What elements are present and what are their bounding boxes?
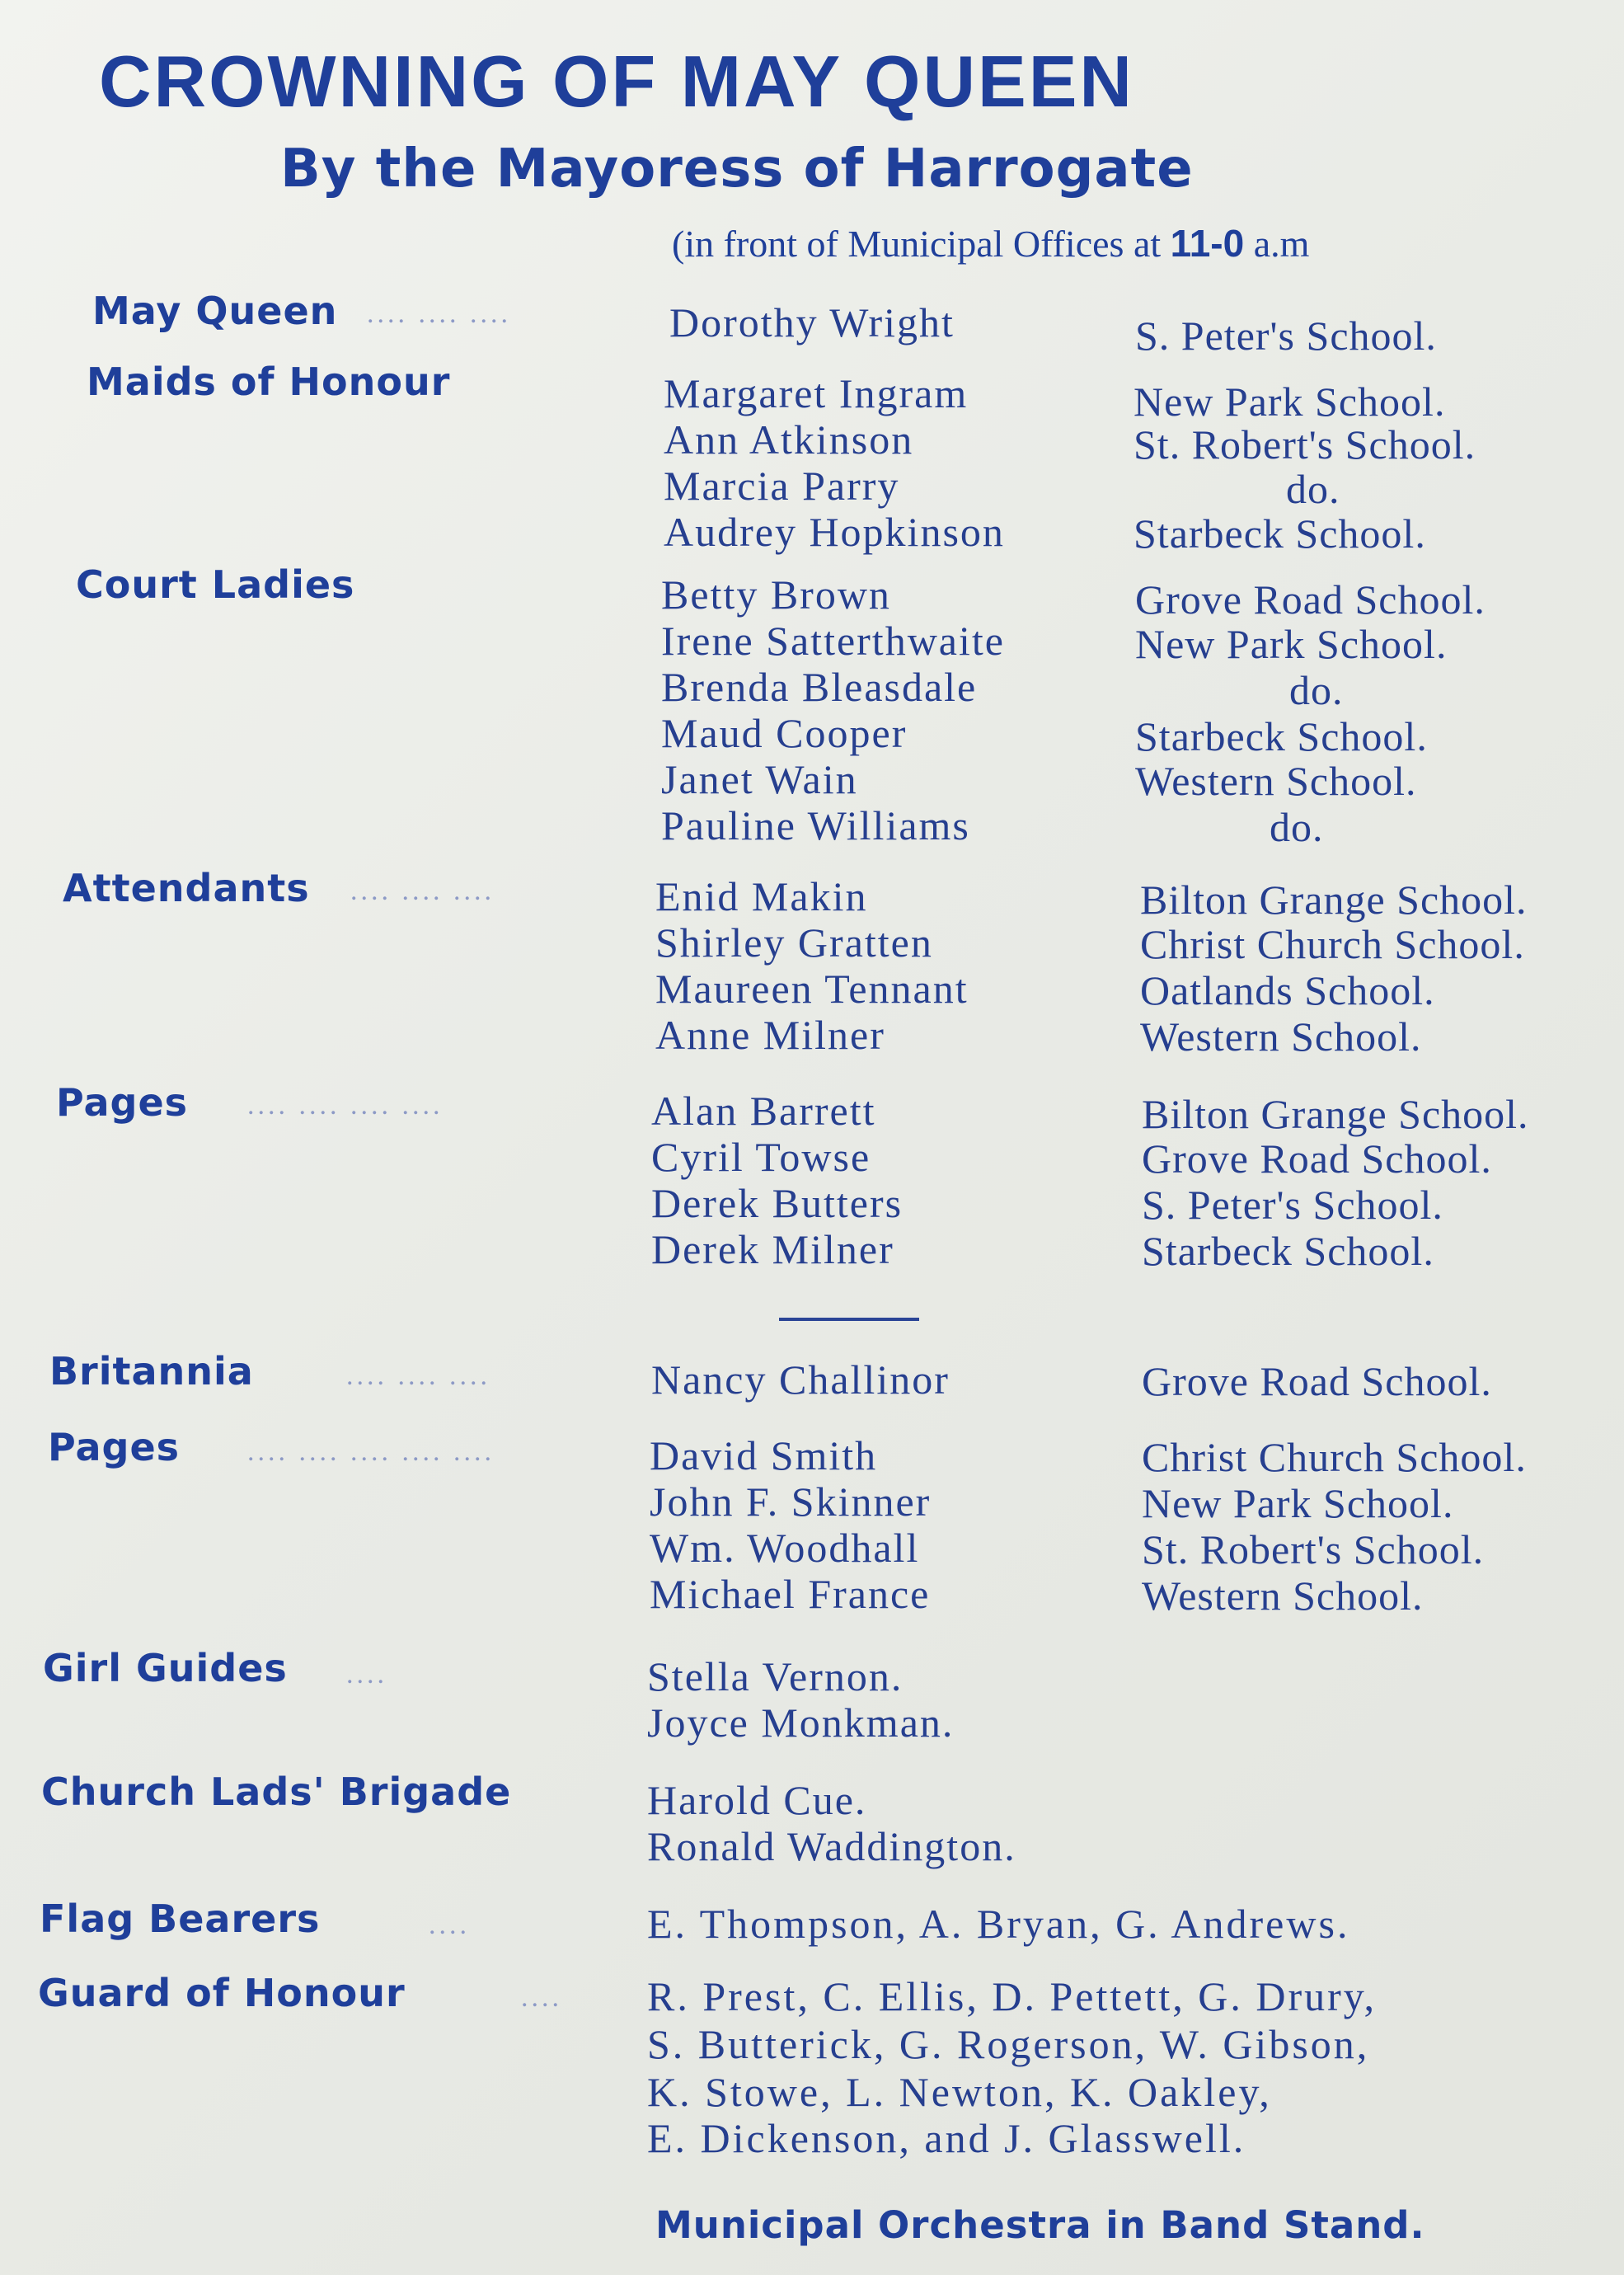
- school-name: Bilton Grange School.: [1140, 877, 1528, 923]
- flag-bearers-names: E. Thompson, A. Bryan, G. Andrews.: [647, 1901, 1350, 1947]
- person-name: Dorothy Wright: [669, 299, 955, 345]
- list-item: [669, 298, 1624, 359]
- list-item: [650, 1431, 1624, 1478]
- person-name: Cyril Towse: [651, 1134, 871, 1180]
- school-ditto: do.: [1286, 466, 1340, 512]
- person-name: John F. Skinner: [650, 1478, 932, 1525]
- guard-line: E. Dickenson, and J. Glasswell.: [647, 2115, 1246, 2161]
- britannia-list: [651, 1356, 1624, 1402]
- person-name: Derek Milner: [651, 1226, 894, 1272]
- court-ladies-list: [661, 571, 1624, 848]
- leader-dots: ....: [429, 1910, 470, 1940]
- role-attendants: Attendants: [63, 866, 310, 910]
- guard-line: S. Butterick, G. Rogerson, W. Gibson,: [647, 2021, 1370, 2067]
- leader-dots: .... .... .... .... ....: [247, 1436, 495, 1467]
- school-name: Christ Church School.: [1140, 921, 1525, 967]
- school-name: New Park School.: [1135, 621, 1448, 667]
- person-name: Betty Brown: [661, 571, 891, 618]
- list-item: [661, 709, 1624, 759]
- role-court-ladies: Court Ladies: [76, 562, 355, 607]
- guard-line: R. Prest, C. Ellis, D. Pettett, G. Drury,: [647, 1973, 1378, 2019]
- note-before: (in front of Municipal Offices at: [672, 223, 1171, 265]
- person-name: Wm. Woodhall: [650, 1525, 920, 1571]
- role-flag-bearers: Flag Bearers: [40, 1897, 321, 1941]
- list-item: [650, 1570, 1624, 1619]
- person-name: Maureen Tennant: [655, 966, 969, 1012]
- school-name: Grove Road School.: [1142, 1135, 1492, 1182]
- school-name: St. Robert's School.: [1142, 1526, 1485, 1572]
- school-name: New Park School.: [1134, 378, 1446, 425]
- school-name: Grove Road School.: [1135, 576, 1486, 623]
- role-may-queen: May Queen: [92, 289, 338, 333]
- list-item: [664, 416, 1624, 468]
- person-name: Maud Cooper: [661, 710, 908, 756]
- school-name: Christ Church School.: [1142, 1434, 1527, 1480]
- list-item: [655, 965, 1624, 1011]
- school-name: St. Robert's School.: [1134, 421, 1476, 468]
- list-item: [650, 1478, 1624, 1524]
- person-name: Ann Atkinson: [664, 416, 914, 463]
- school-ditto: do.: [1289, 667, 1344, 713]
- list-item: [651, 1356, 1624, 1402]
- list-item: [655, 919, 1624, 965]
- person-name: Marcia Parry: [664, 463, 900, 509]
- pages-list: [651, 1087, 1624, 1274]
- role-pages: Pages: [56, 1080, 189, 1125]
- role-guard-of-honour: Guard of Honour: [38, 1971, 406, 2015]
- person-name: Derek Butters: [651, 1180, 904, 1226]
- school-name: S. Peter's School.: [1135, 313, 1437, 359]
- list-item: [655, 1011, 1624, 1060]
- school-ditto: do.: [1270, 804, 1324, 850]
- school-name: Grove Road School.: [1142, 1358, 1492, 1404]
- location-note: [672, 221, 1309, 266]
- person-name: Alan Barrett: [651, 1088, 876, 1134]
- list-item: [647, 1652, 1624, 1699]
- person-name: Margaret Ingram: [664, 370, 969, 416]
- list-item: [664, 508, 1624, 557]
- school-name: Starbeck School.: [1134, 510, 1426, 557]
- list-item: [661, 755, 1624, 804]
- leader-dots: .... .... ....: [350, 876, 495, 906]
- person-name: Audrey Hopkinson: [664, 509, 1005, 555]
- list-item: [651, 1179, 1624, 1228]
- leader-dots: .... .... .... ....: [247, 1090, 444, 1121]
- role-britannia: Britannia: [49, 1349, 254, 1394]
- girl-guides-list: [647, 1652, 1624, 1745]
- school-name: Bilton Grange School.: [1142, 1091, 1529, 1137]
- person-name: Brenda Bleasdale: [661, 664, 978, 710]
- list-item: [647, 1776, 1624, 1822]
- list-item: [661, 571, 1624, 623]
- role-church-lads-brigade: Church Lads' Brigade: [41, 1770, 512, 1814]
- list-item: [661, 617, 1624, 667]
- role-girl-guides: Girl Guides: [43, 1646, 288, 1690]
- may-queen-list: [669, 298, 1624, 359]
- divider-rule: [779, 1318, 919, 1321]
- role-pages: Pages: [48, 1425, 181, 1469]
- school-name: Western School.: [1135, 758, 1417, 804]
- list-item: [651, 1087, 1624, 1137]
- leader-dots: .... .... ....: [346, 1361, 490, 1391]
- person-name: Ronald Waddington.: [647, 1823, 1016, 1869]
- person-name: Michael France: [650, 1571, 931, 1617]
- leader-dots: ....: [521, 1982, 562, 2013]
- attendants-list: [655, 872, 1624, 1060]
- list-item: [651, 1133, 1624, 1182]
- list-item: [664, 369, 1624, 425]
- note-time: 11-0: [1170, 222, 1245, 265]
- note-after: a.m: [1244, 223, 1310, 265]
- page-title: CROWNING OF MAY QUEEN: [99, 40, 1134, 122]
- person-name: Anne Milner: [655, 1012, 885, 1058]
- list-item: [655, 872, 1624, 923]
- list-item: [650, 1524, 1624, 1570]
- school-name: Western School.: [1140, 1013, 1422, 1060]
- person-name: Joyce Monkman.: [647, 1699, 955, 1746]
- list-item: [647, 1822, 1624, 1868]
- school-name: New Park School.: [1142, 1480, 1454, 1526]
- list-item: [664, 462, 1624, 512]
- school-name: Western School.: [1142, 1572, 1424, 1619]
- leader-dots: .... .... ....: [367, 298, 511, 329]
- guard-line: K. Stowe, L. Newton, K. Oakley,: [647, 2069, 1272, 2115]
- pages-list: [650, 1431, 1624, 1619]
- person-name: Irene Satterthwaite: [661, 618, 1005, 664]
- list-item: [647, 1699, 1624, 1745]
- person-name: Shirley Gratten: [655, 919, 933, 966]
- list-item: [661, 663, 1624, 713]
- maids-of-honour-list: [664, 369, 1624, 557]
- footer-note: Municipal Orchestra in Band Stand.: [655, 2203, 1425, 2247]
- person-name: Nancy Challinor: [651, 1356, 950, 1403]
- person-name: Stella Vernon.: [647, 1653, 904, 1699]
- person-name: Pauline Williams: [661, 802, 970, 848]
- church-lads-list: [647, 1776, 1624, 1868]
- school-name: Starbeck School.: [1135, 713, 1428, 759]
- page-subtitle: By the Mayoress of Harrogate: [280, 139, 1194, 200]
- school-name: Starbeck School.: [1142, 1228, 1434, 1274]
- person-name: Harold Cue.: [647, 1777, 867, 1823]
- leader-dots: ....: [346, 1659, 387, 1690]
- person-name: Janet Wain: [661, 756, 858, 802]
- list-item: [661, 801, 1624, 848]
- role-maids-of-honour: Maids of Honour: [87, 360, 451, 404]
- person-name: David Smith: [650, 1432, 878, 1478]
- school-name: Oatlands School.: [1140, 967, 1435, 1013]
- person-name: Enid Makin: [655, 873, 868, 919]
- school-name: S. Peter's School.: [1142, 1182, 1443, 1228]
- list-item: [651, 1225, 1624, 1274]
